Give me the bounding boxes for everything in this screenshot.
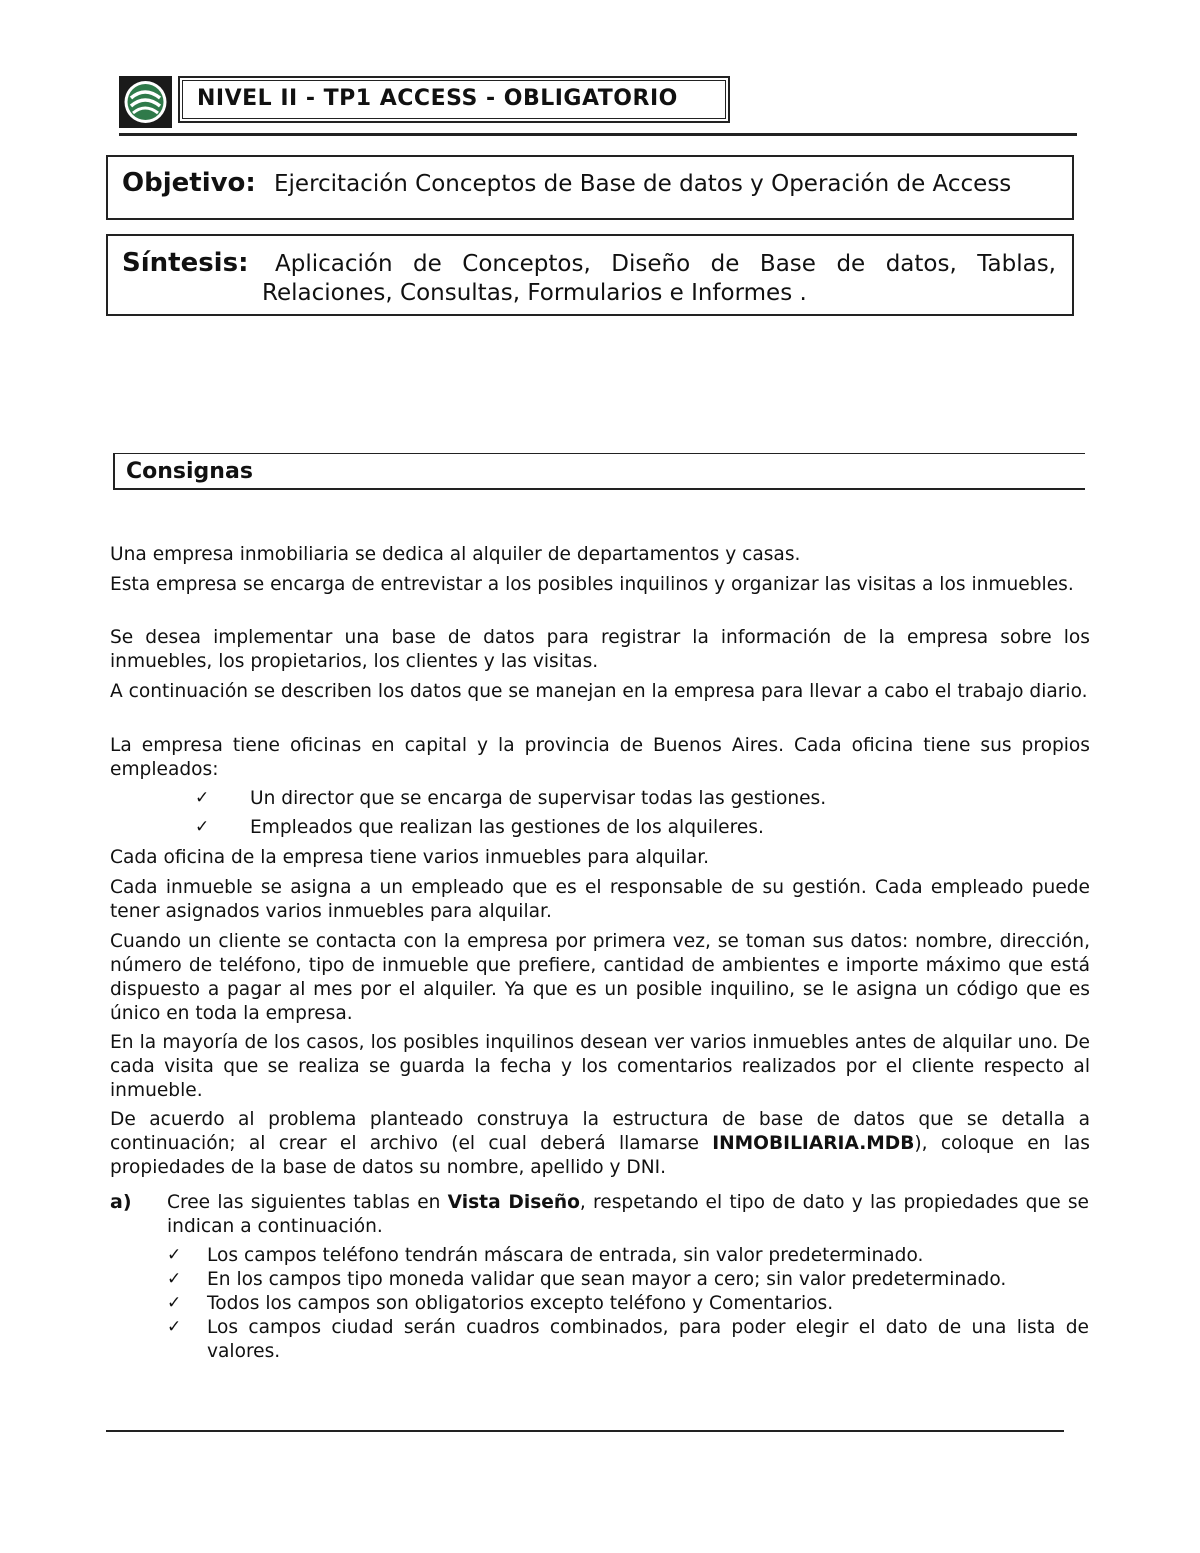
paragraph: Se desea implementar una base de datos para registrar la información de la empresa sobre los inmuebles, los propietarios, los clientes y las visitas. <box>110 627 1090 672</box>
paragraph: A continuación se describen los datos que se manejan en la empresa para llevar a cabo el trabajo diario. <box>110 681 1088 702</box>
objective-label: Objetivo: <box>122 168 256 198</box>
consignas-left-rule <box>113 453 115 490</box>
page-title: NIVEL II - TP1 ACCESS - OBLIGATORIO <box>197 86 678 111</box>
paragraph: La empresa tiene oficinas en capital y la provincia de Buenos Aires. Cada oficina tiene sus propios empleados: <box>110 735 1090 780</box>
consignas-heading: Consignas <box>126 459 253 484</box>
list-item: Un director que se encarga de supervisar todas las gestiones. <box>250 788 827 809</box>
list-item: Empleados que realizan las gestiones de los alquileres. <box>250 817 764 838</box>
paragraph: Una empresa inmobiliaria se dedica al alquiler de departamentos y casas. <box>110 544 801 565</box>
footer-rule <box>106 1430 1064 1432</box>
list-item: En los campos tipo moneda validar que sean mayor a cero; sin valor predeterminado. <box>207 1269 1007 1290</box>
checkmark-icon: ✓ <box>195 817 210 837</box>
synthesis-label: Síntesis: <box>122 248 249 278</box>
synthesis-text-line1: Aplicación de Conceptos, Diseño de Base de datos, Tablas, <box>275 251 1056 277</box>
list-item: Los campos ciudad serán cuadros combinados, para poder elegir el dato de una lista de valores. <box>207 1317 1089 1362</box>
checkmark-icon: ✓ <box>167 1269 182 1289</box>
item-a-label: a) <box>110 1191 132 1213</box>
list-item: Todos los campos son obligatorios excepto teléfono y Comentarios. <box>207 1293 834 1314</box>
item-a-text-part: Cree las siguientes tablas en <box>167 1192 448 1213</box>
checkmark-icon: ✓ <box>195 788 210 808</box>
paragraph: Cuando un cliente se contacta con la empresa por primera vez, se toman sus datos: nombre, dirección, número de teléfono, tipo de inmueble que prefiere, cantidad de ambientes e importe máximo que está dispuesto a pagar al mes por el alquiler. Ya que es un posible inquilino, se le asigna un código que es único en toda la empresa. <box>110 931 1090 1024</box>
paragraph: Esta empresa se encarga de entrevistar a los posibles inquilinos y organizar las visitas a los inmuebles. <box>110 574 1074 595</box>
objective-text: Ejercitación Conceptos de Base de datos y Operación de Access <box>274 171 1012 197</box>
consignas-top-rule <box>113 453 1085 454</box>
checkmark-icon: ✓ <box>167 1293 182 1313</box>
checkmark-icon: ✓ <box>167 1317 182 1337</box>
checkmark-icon: ✓ <box>167 1245 182 1265</box>
item-a-text <box>167 1191 1089 1239</box>
paragraph: Cada inmueble se asigna a un empleado que es el responsable de su gestión. Cada empleado puede tener asignados varios inmuebles para alquilar. <box>110 877 1090 922</box>
paragraph-text: De acuerdo al problema planteado construya la estructura de base de datos que se detalla a continuación; al crear el archivo (el cual deberá llamarse <box>110 1109 1090 1154</box>
item-a-text-part: , respetando el tipo de dato y las propiedades que se indican a continuación. <box>167 1192 1089 1237</box>
synthesis-text-line2: Relaciones, Consultas, Formularios e Informes . <box>262 280 807 306</box>
filename-text: INMOBILIARIA.MDB <box>712 1133 915 1154</box>
vista-diseno-text: Vista Diseño <box>447 1192 580 1213</box>
header-rule <box>119 133 1077 136</box>
paragraph-text: ), coloque en las propiedades de la base de datos su nombre, apellido y DNI. <box>110 1133 1090 1178</box>
list-item: Los campos teléfono tendrán máscara de entrada, sin valor predeterminado. <box>207 1245 924 1266</box>
institution-logo <box>119 76 172 128</box>
paragraph: En la mayoría de los casos, los posibles inquilinos desean ver varios inmuebles antes de alquilar uno. De cada visita que se realiza se guarda la fecha y los comentarios realizados por el cliente respecto al inmueble. <box>110 1032 1090 1101</box>
paragraph: Cada oficina de la empresa tiene varios inmuebles para alquilar. <box>110 847 710 868</box>
paragraph <box>110 1108 1090 1180</box>
consignas-bottom-rule <box>113 488 1085 490</box>
